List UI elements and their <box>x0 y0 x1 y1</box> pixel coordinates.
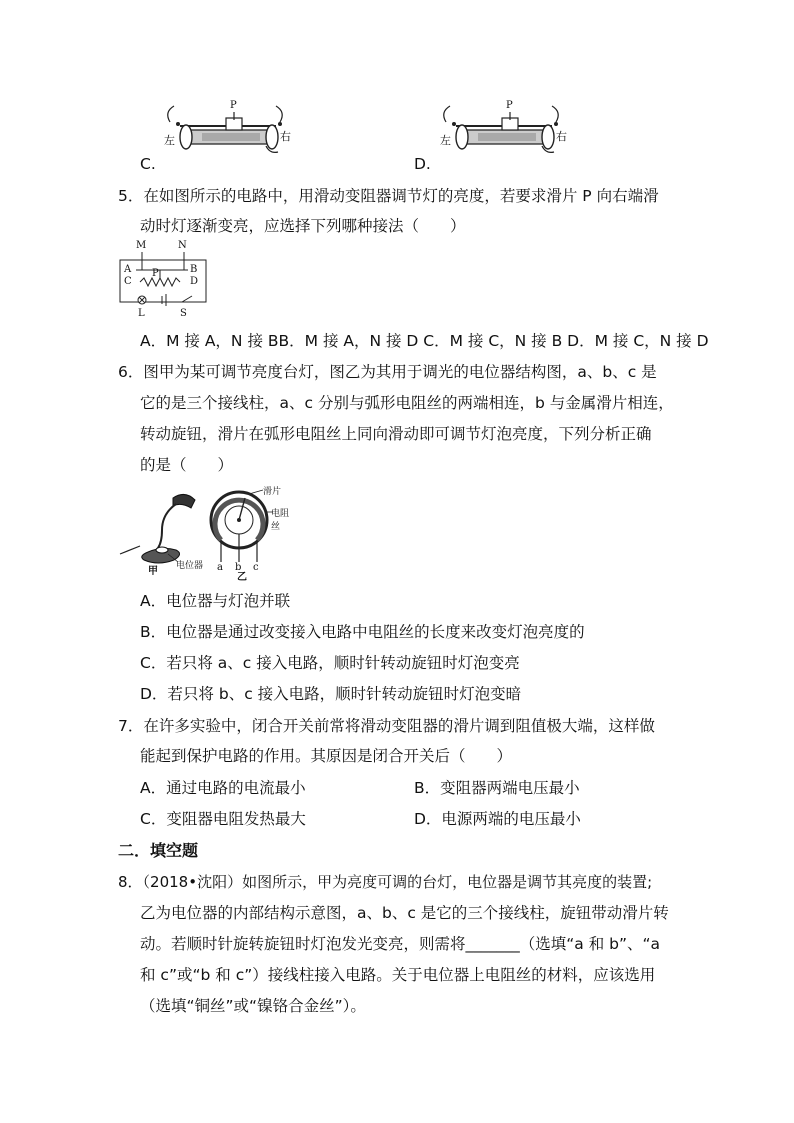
label-left: 左 <box>164 134 175 147</box>
q6-option-b: B．电位器是通过改变接入电路中电阻丝的长度来改变灯泡亮度的 <box>140 623 585 641</box>
q5-options: A．M 接 A，N 接 BB．M 接 A，N 接 D C．M 接 C，N 接 B D．M 接 C，N 接 D <box>140 332 709 350</box>
rheostat-figure-d <box>438 100 573 160</box>
q5-line-2: 动时灯逐渐变亮，应选择下列哪种接法（ ） <box>140 217 466 235</box>
q6-option-c: C．若只将 a、c 接入电路，顺时针转动旋钮时灯泡变亮 <box>140 654 520 672</box>
label-m: M <box>136 240 147 251</box>
label-p: P <box>152 268 159 279</box>
label-jia: 甲 <box>148 566 158 577</box>
label-p: P <box>230 100 237 111</box>
q7-option-d: D．电源两端的电压最小 <box>414 810 581 828</box>
label-n: N <box>178 240 187 251</box>
q7-option-b: B．变阻器两端电压最小 <box>414 779 580 797</box>
label-a: a <box>217 562 223 573</box>
q8-line-2: 乙为电位器的内部结构示意图，a、b、c 是它的三个接线柱，旋钮带动滑片转 <box>140 904 669 922</box>
q8-line-1: 8．（2018•沈阳）如图所示，甲为亮度可调的台灯，电位器是调节其亮度的装置; <box>118 873 653 891</box>
q8-line-4: 和 c”或“b 和 c”）接线柱接入电路。关于电位器上电阻丝的材料，应该选用 <box>140 966 656 984</box>
label-slider: 滑片 <box>263 487 282 497</box>
q6-line-3: 转动旋钮，滑片在弧形电阻丝上同向滑动即可调节灯泡亮度，下列分析正确 <box>140 425 652 443</box>
label-a: A <box>124 264 132 275</box>
q8-line-3: 动。若顺时针旋转旋钮时灯泡发光变亮，则需将_______（选填“a 和 b”、“a <box>140 935 661 953</box>
label-b: b <box>235 562 242 573</box>
q7-option-c: C．变阻器电阻发热最大 <box>140 810 306 828</box>
label-c: c <box>253 562 259 573</box>
label-c: C <box>124 276 132 287</box>
q6-option-a: A．电位器与灯泡并联 <box>140 592 291 610</box>
label-s: S <box>180 308 187 319</box>
rheostat-figure-c <box>162 100 297 160</box>
q6-line-2: 它的是三个接线柱，a、c 分别与弧形电阻丝的两端相连，b 与金属滑片相连， <box>140 394 674 412</box>
label-wire: 电阻丝 <box>271 509 290 532</box>
label-yi: 乙 <box>237 572 247 583</box>
label-b: B <box>190 264 198 275</box>
label-d: D <box>190 276 199 287</box>
q6-option-d: D．若只将 b、c 接入电路，顺时针转动旋钮时灯泡变暗 <box>140 685 522 703</box>
q8-line-5: （选填“铜丝”或“镍铬合金丝”）。 <box>140 997 366 1015</box>
option-c-label: C. <box>140 155 156 173</box>
q7-line-1: 7．在许多实验中，闭合开关前常将滑动变阻器的滑片调到阻值极大端，这样做 <box>118 717 655 735</box>
q5-circuit-diagram <box>116 240 216 319</box>
q7-option-a: A．通过电路的电流最小 <box>140 779 306 797</box>
q6-potentiometer-figure <box>205 482 295 583</box>
label-left: 左 <box>440 134 451 147</box>
label-p: P <box>506 100 513 111</box>
q5-line-1: 5．在如图所示的电路中，用滑动变阻器调节灯的亮度，若要求滑片 P 向右端滑 <box>118 187 659 205</box>
label-right: 右 <box>280 130 291 143</box>
label-l: L <box>138 308 145 319</box>
option-d-label: D. <box>414 155 431 173</box>
label-right: 右 <box>556 130 567 143</box>
q6-line-1: 6．图甲为某可调节亮度台灯，图乙为其用于调光的电位器结构图，a、b、c 是 <box>118 363 657 381</box>
q7-line-2: 能起到保护电路的作用。其原因是闭合开关后（ ） <box>140 747 513 765</box>
q6-lamp-figure <box>118 488 213 577</box>
section-title: 二．填空题 <box>118 841 199 860</box>
q6-line-4: 的是（ ） <box>140 456 234 474</box>
label-potentiometer: 电位器 <box>176 561 204 571</box>
